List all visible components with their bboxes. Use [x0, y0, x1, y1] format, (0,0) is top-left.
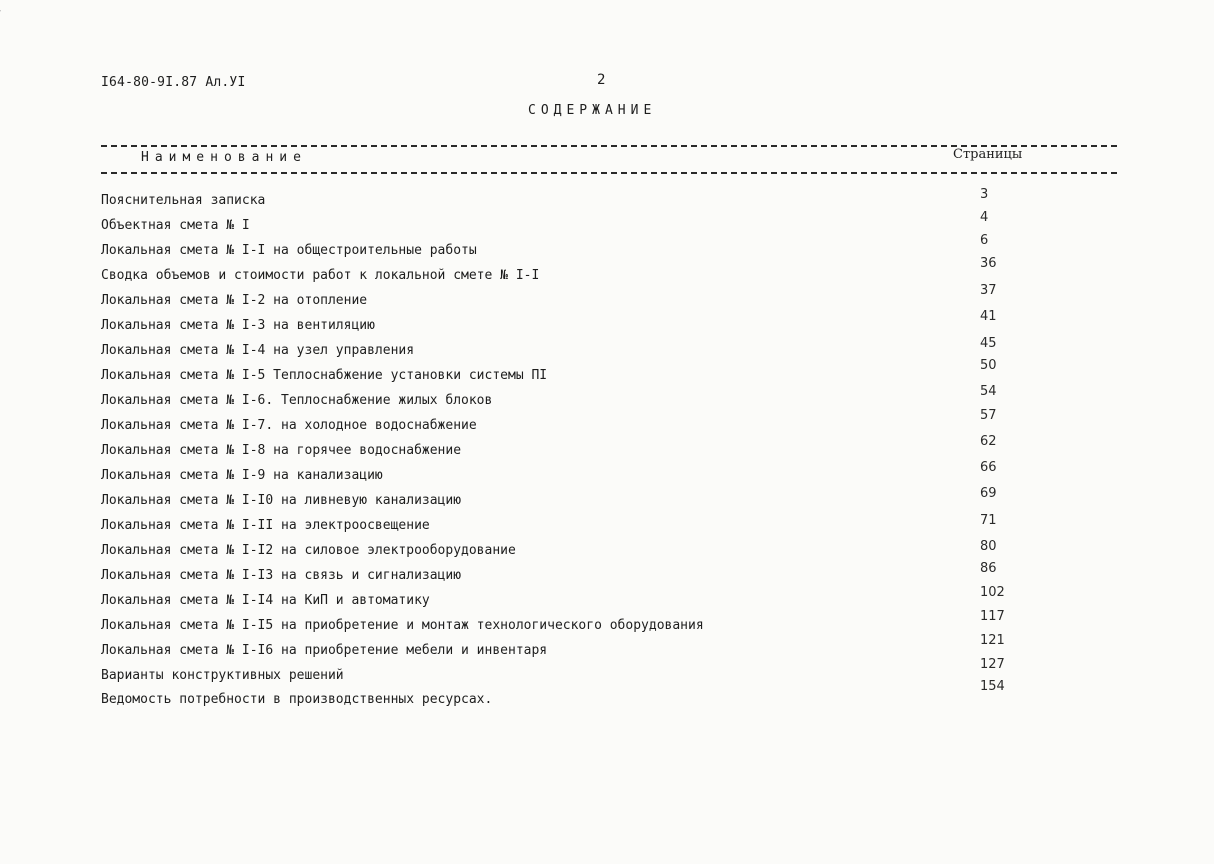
contents-item-page: 154	[980, 679, 1005, 694]
contents-item-name: Объектная смета № I	[101, 218, 250, 233]
contents-item-name: Пояснительная записка	[101, 193, 266, 208]
contents-item-name: Локальная смета № I-I2 на силовое электрооборудование	[101, 543, 516, 558]
contents-item-page: 127	[980, 657, 1005, 672]
contents-item-name: Локальная смета № I-3 на вентиляцию	[101, 318, 375, 333]
contents-item-page: 117	[980, 609, 1005, 624]
contents-item-name: Локальная смета № I-II на электроосвещение	[101, 518, 430, 533]
contents-item-page: 80	[980, 539, 997, 554]
contents-item-name: Локальная смета № I-8 на горячее водоснабжение	[101, 443, 462, 458]
contents-item-page: 41	[980, 309, 997, 324]
contents-item-name: Локальная смета № I-I4 на КиП и автоматику	[101, 593, 430, 608]
contents-item-page: 37	[980, 283, 997, 298]
contents-item-name: Локальная смета № I-I0 на ливневую канализацию	[101, 493, 462, 508]
contents-item-name: Локальная смета № I-I на общестроительные работы	[101, 243, 477, 258]
contents-item-page: 50	[980, 358, 997, 373]
contents-item-name: Локальная смета № I-9 на канализацию	[101, 468, 383, 483]
contents-item-page: 6	[980, 233, 989, 248]
page-number: 2	[597, 72, 606, 88]
contents-item-name: Сводка объемов и стоимости работ к локальной смете № I-I	[101, 268, 540, 283]
contents-item-page: 86	[980, 561, 997, 576]
contents-item-page: 121	[980, 633, 1005, 648]
contents-item-name: Локальная смета № I-7. на холодное водоснабжение	[101, 418, 477, 433]
document-code: I64-80-9I.87 Ал.УI	[101, 75, 246, 90]
page-title: СОДЕРЖАНИЕ	[528, 103, 657, 118]
contents-item-page: 36	[980, 256, 997, 271]
contents-item-page: 57	[980, 408, 997, 423]
contents-item-page: 66	[980, 460, 997, 475]
contents-item-name: Локальная смета № I-4 на узел управления	[101, 343, 415, 358]
contents-item-page: 4	[980, 210, 989, 225]
contents-item-name: Локальная смета № I-6. Теплоснабжение жилых блоков	[101, 393, 493, 408]
contents-item-name: Ведомость потребности в производственных ресурсах.	[101, 692, 493, 707]
contents-item-page: 62	[980, 434, 997, 449]
scan-edge-mark	[0, 10, 31, 70]
contents-item-name: Локальная смета № I-5 Теплоснабжение установки системы ПI	[101, 368, 548, 383]
contents-item-name: Варианты конструктивных решений	[101, 668, 344, 683]
contents-item-page: 69	[980, 486, 997, 501]
column-header-pages: Страницы	[953, 147, 1023, 162]
contents-item-name: Локальная смета № I-I3 на связь и сигнализацию	[101, 568, 462, 583]
contents-item-page: 102	[980, 585, 1005, 600]
contents-item-name: Локальная смета № I-2 на отопление	[101, 293, 368, 308]
contents-item-page: 71	[980, 513, 997, 528]
contents-item-page: 54	[980, 384, 997, 399]
contents-item-page: 3	[980, 187, 989, 202]
contents-item-page: 45	[980, 336, 997, 351]
contents-item-name: Локальная смета № I-I5 на приобретение и монтаж технологического оборудования	[101, 618, 704, 633]
contents-item-name: Локальная смета № I-I6 на приобретение мебели и инвентаря	[101, 643, 548, 658]
column-header-name: Наименование	[141, 150, 307, 165]
header-bottom-divider	[101, 172, 1117, 174]
